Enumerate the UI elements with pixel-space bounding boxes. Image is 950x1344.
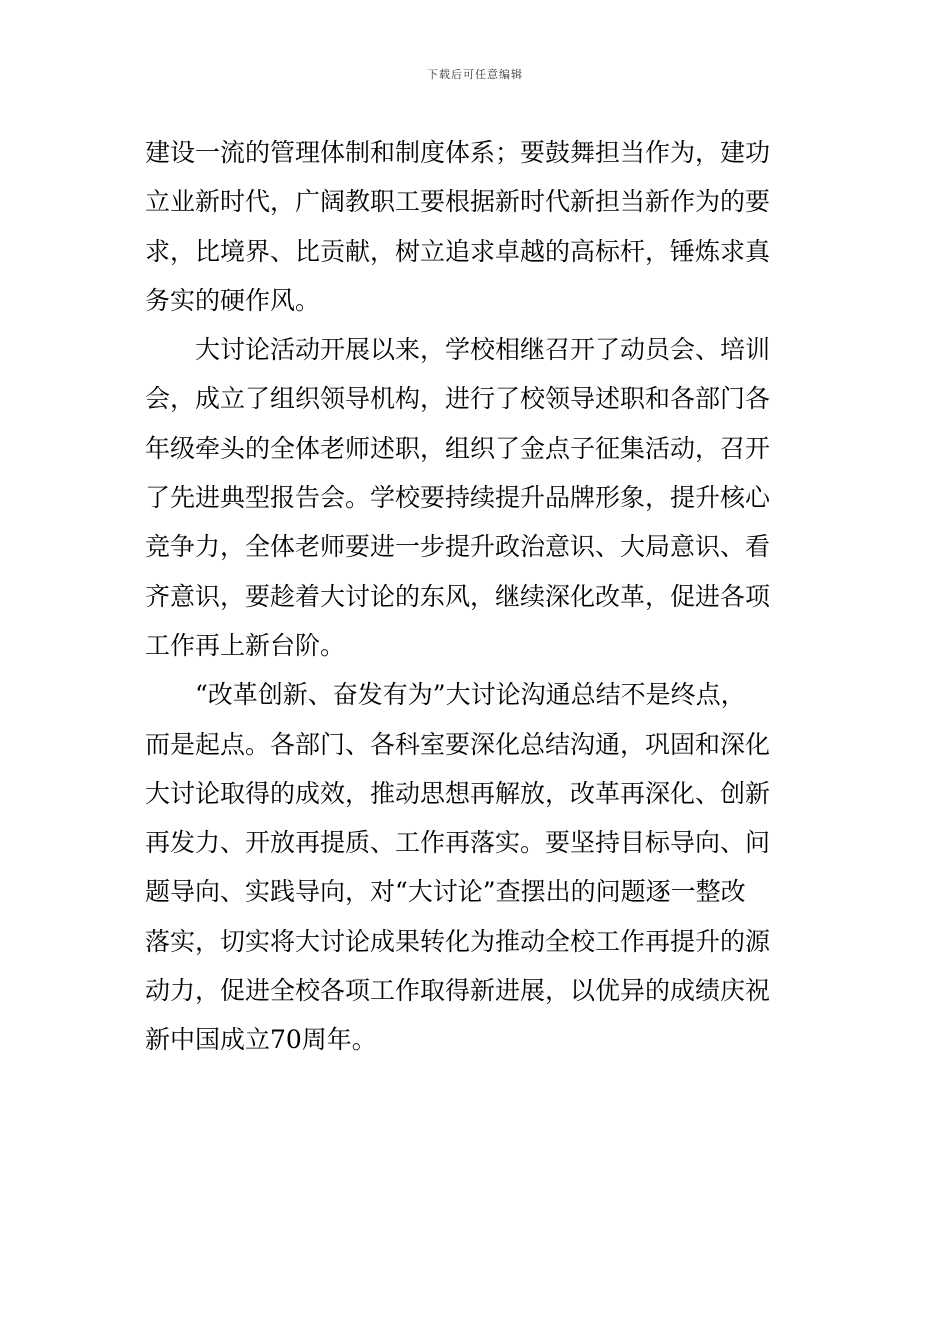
text-line: “改革创新、奋发有为”大讨论沟通总结不是终点，	[145, 680, 746, 710]
text-line: 立业新时代，广阔教职工要根据新时代新担当新作为的要	[145, 187, 771, 217]
text-line: 动力，促进全校各项工作取得新进展，以优异的成绩庆祝	[145, 976, 771, 1006]
text-line: 再发力、开放再提质、工作再落实。要坚持目标导向、问	[145, 828, 771, 858]
text-line: 工作再上新台阶。	[145, 630, 346, 660]
text-line: 大讨论取得的成效，推动思想再解放，改革再深化、创新	[145, 778, 771, 808]
text-line: 落实，切实将大讨论成果转化为推动全校工作再提升的源	[145, 926, 771, 956]
text-line: 了先进典型报告会。学校要持续提升品牌形象，提升核心	[145, 483, 771, 513]
text-line: 题导向、实践导向，对“大讨论”查摆出的问题逐一整改	[145, 877, 746, 907]
text-line: 建设一流的管理体制和制度体系；要鼓舞担当作为，建功	[145, 138, 771, 167]
text-line: 齐意识，要趁着大讨论的东风，继续深化改革，促进各项	[145, 581, 771, 611]
text-line: 竞争力，全体老师要进一步提升政治意识、大局意识、看	[145, 532, 771, 562]
document-body	[145, 128, 810, 1065]
text-line: 新中国成立70周年。	[145, 1025, 377, 1055]
text-line: 年级牵头的全体老师述职，组织了金点子征集活动，召开	[145, 433, 771, 463]
text-line: 务实的硬作风。	[145, 285, 321, 315]
text-line: 求，比境界、比贡献，树立追求卓越的高标杆，锤炼求真	[145, 236, 771, 266]
text-line: 会，成立了组织领导机构，进行了校领导述职和各部门各	[145, 384, 771, 414]
page-header: 下载后可任意编辑	[427, 68, 523, 81]
text-line: 大讨论活动开展以来，学校相继召开了动员会、培训	[145, 335, 771, 365]
text-line: 而是起点。各部门、各科室要深化总结沟通，巩固和深化	[145, 729, 771, 759]
